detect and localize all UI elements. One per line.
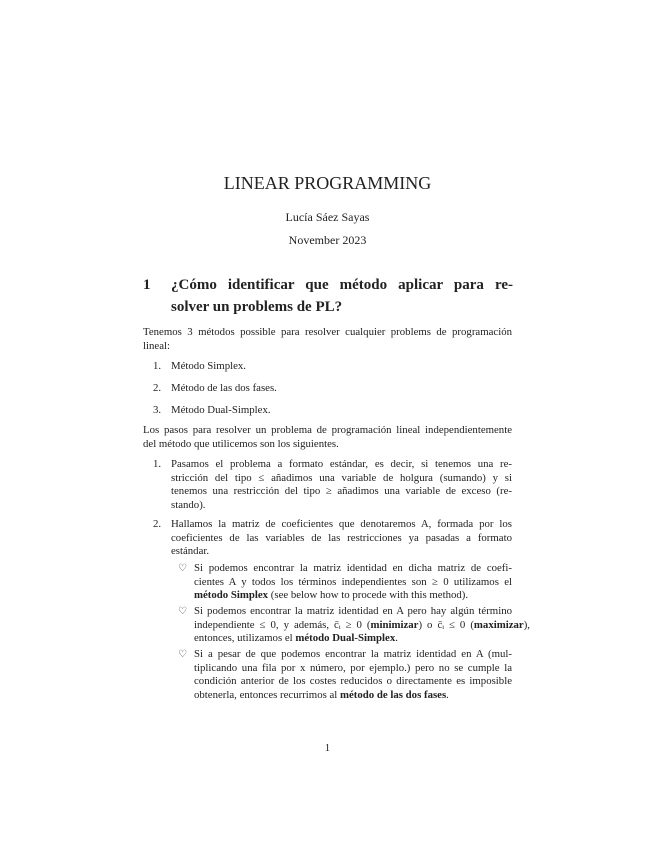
- text-span: .: [446, 688, 449, 701]
- text-line: Tenemos 3 métodos possible para resolver cualquier problems de programación: [143, 326, 512, 338]
- list-number: 2.: [153, 518, 162, 530]
- list-item: Método Simplex.: [171, 360, 246, 372]
- bold-term: minimizar: [370, 618, 419, 631]
- date: November 2023: [288, 233, 367, 247]
- bullet-two-phase: [194, 648, 512, 702]
- section-title-line: ¿Cómo identificar que método aplicar para re-: [171, 277, 513, 293]
- text-span: ),: [523, 618, 530, 631]
- list-number: 1.: [153, 458, 162, 470]
- text-line: condición anterior de los costes reducidos o directamente es imposible: [194, 675, 512, 688]
- bold-term: método Simplex: [194, 589, 269, 602]
- document-title: LINEAR PROGRAMMING: [223, 173, 432, 193]
- heart-bullet-icon: ♡: [178, 606, 187, 617]
- text-line: Si podemos encontrar la matriz identidad en A pero hay algún término: [194, 605, 512, 617]
- text-line: Los pasos para resolver un problema de programación lineal independientemente: [143, 424, 512, 436]
- page-number: 1: [324, 742, 331, 754]
- text-line: [194, 632, 530, 646]
- step-1: [171, 458, 512, 512]
- text-span: (see below how to procede with this method).: [268, 589, 469, 602]
- text-line: [194, 689, 512, 703]
- text-line: lineal:: [143, 339, 170, 352]
- list-number: 1.: [153, 360, 162, 372]
- text-line: [194, 589, 512, 603]
- text-line: Si podemos encontrar la matriz identidad en dicha matriz de coefi-: [194, 562, 512, 574]
- text-line: stando).: [171, 498, 206, 511]
- bullet-simplex: [194, 562, 512, 603]
- bold-term: método Dual-Simplex: [295, 632, 396, 645]
- text-line: Si a pesar de que podemos encontrar la matriz identidad en A (mul-: [194, 648, 512, 660]
- text-span: independiente ≤ 0, y además, c̄ᵢ ≥ 0 (: [194, 618, 371, 631]
- text-line: Hallamos la matriz de coeficientes que denotaremos A, formada por los: [171, 518, 512, 530]
- list-item: Método de las dos fases.: [171, 382, 277, 394]
- bullet-dual-simplex: [194, 605, 530, 646]
- text-line: Pasamos el problema a formato estándar, es decir, si tenemos una re-: [171, 458, 512, 470]
- step-2: [171, 518, 512, 559]
- text-line: [194, 619, 530, 633]
- list-number: 3.: [153, 404, 162, 416]
- section-title: [171, 274, 513, 318]
- steps-intro-paragraph: [143, 424, 512, 451]
- text-line: coeficientes de las variables de las restricciones ya pasadas a formato: [171, 531, 512, 544]
- heart-bullet-icon: ♡: [178, 649, 187, 660]
- text-line: estándar.: [171, 545, 210, 558]
- heart-bullet-icon: ♡: [178, 563, 187, 574]
- text-line: cientes A y todos los términos independientes son ≥ 0 utilizamos el: [194, 575, 512, 588]
- text-line: tenemos una restricción del tipo ≥ añadimos una variable de exceso (re-: [171, 485, 512, 498]
- text-span: obtenerla, entonces recurrimos al: [194, 688, 340, 701]
- text-span: ) o c̄ᵢ ≤ 0 (: [418, 618, 474, 631]
- text-span: .: [395, 632, 398, 645]
- author: Lucía Sáez Sayas: [285, 210, 370, 224]
- text-line: stricción del tipo ≤ añadimos una variable de holgura (sumando) y si: [171, 471, 512, 484]
- list-number: 2.: [153, 382, 162, 394]
- bold-term: maximizar: [473, 618, 524, 631]
- intro-paragraph: [143, 326, 512, 353]
- bold-term: método de las dos fases: [340, 688, 447, 701]
- text-span: entonces, utilizamos el: [194, 632, 296, 645]
- text-line: tiplicando una fila por x número, por ejemplo.) pero no se cumple la: [194, 661, 512, 674]
- section-title-line: solver un problems de PL?: [171, 299, 343, 315]
- text-line: del método que utilicemos son los siguientes.: [143, 437, 339, 450]
- section-number: 1: [143, 277, 151, 293]
- list-item: Método Dual-Simplex.: [171, 404, 271, 416]
